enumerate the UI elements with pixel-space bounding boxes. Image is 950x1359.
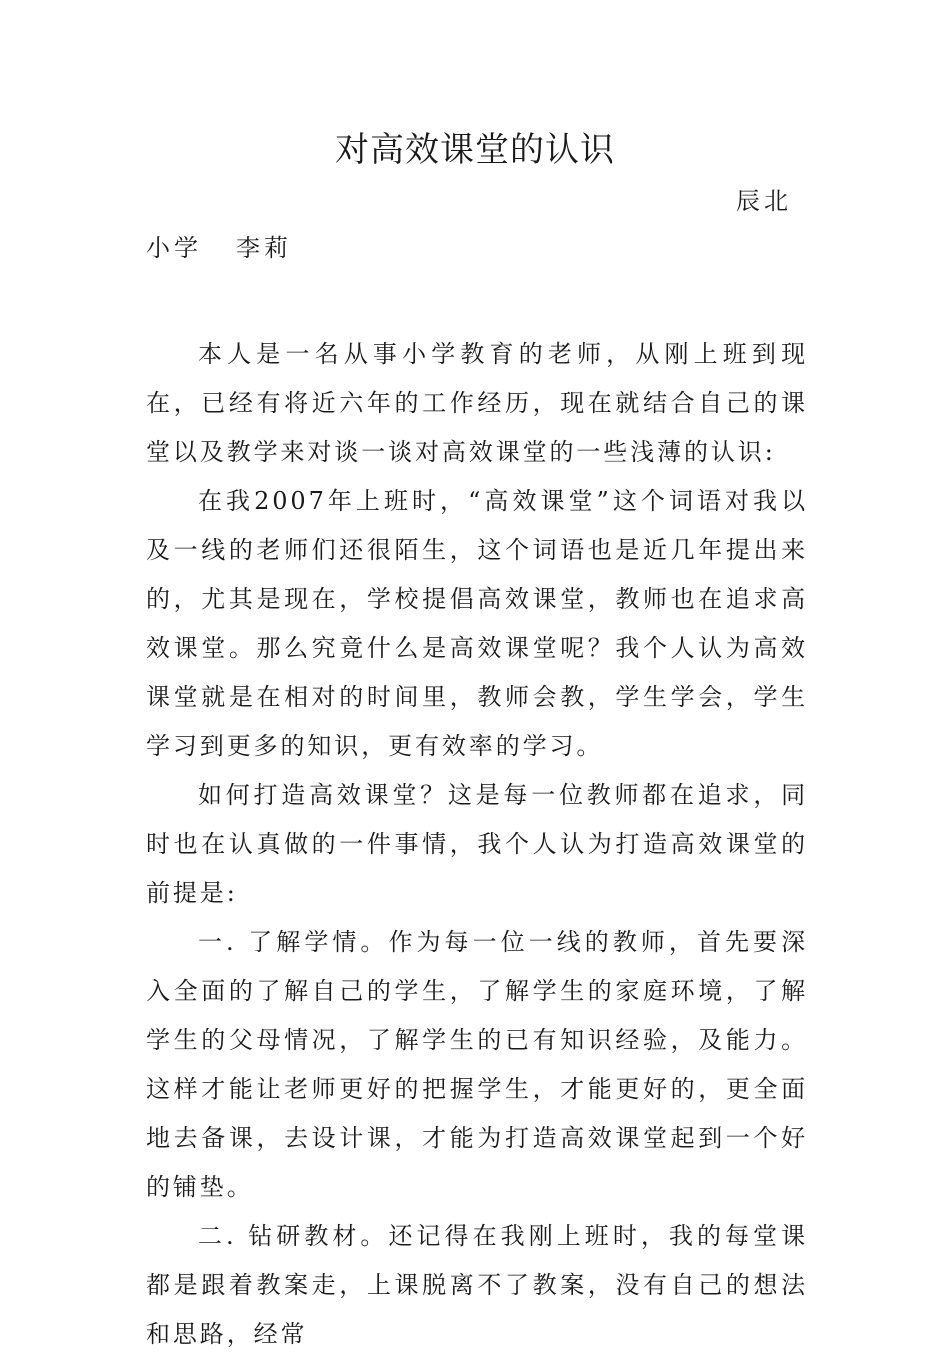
author-name: 李莉 bbox=[236, 234, 292, 262]
paragraph-5: 二. 钻研教材。还记得在我刚上班时，我的每堂课都是跟着教案走，上课脱离不了教案，没有自己的想法和思路，经常 bbox=[146, 1222, 808, 1348]
paragraph-3: 如何打造高效课堂？这是每一位教师都在追求，同时也在认真做的一件事情，我个人认为打造高效课堂的前提是: bbox=[146, 781, 808, 907]
paragraph-4: 一. 了解学情。作为每一位一线的教师，首先要深入全面的了解自己的学生，了解学生的家庭环境，了解学生的父母情况，了解学生的已有知识经验，及能力。这样才能让老师更好的把握学生，才能更好的，更全面地去备课，去设计课，才能为打造高效课堂起到一个好的铺垫。 bbox=[146, 928, 808, 1201]
document-title: 对高效课堂的认识 bbox=[335, 130, 615, 170]
author-school-part2: 小学 bbox=[146, 234, 202, 262]
author-line bbox=[146, 230, 292, 266]
author-school-part1: 辰北 bbox=[736, 187, 792, 215]
paragraph-2: 在我2007年上班时，“高效课堂”这个词语对我以及一线的老师们还很陌生，这个词语也是近几年提出来的，尤其是现在，学校提倡高效课堂，教师也在追求高效课堂。那么究竟什么是高效课堂呢？我个人认为高效课堂就是在相对的时间里，教师会教，学生学会，学生学习到更多的知识，更有效率的学习。 bbox=[146, 487, 808, 760]
paragraph-1: 本人是一名从事小学教育的老师，从刚上班到现在，已经有将近六年的工作经历，现在就结合自己的课堂以及教学来对谈一谈对高效课堂的一些浅薄的认识: bbox=[146, 340, 808, 466]
document-body bbox=[146, 330, 808, 1359]
